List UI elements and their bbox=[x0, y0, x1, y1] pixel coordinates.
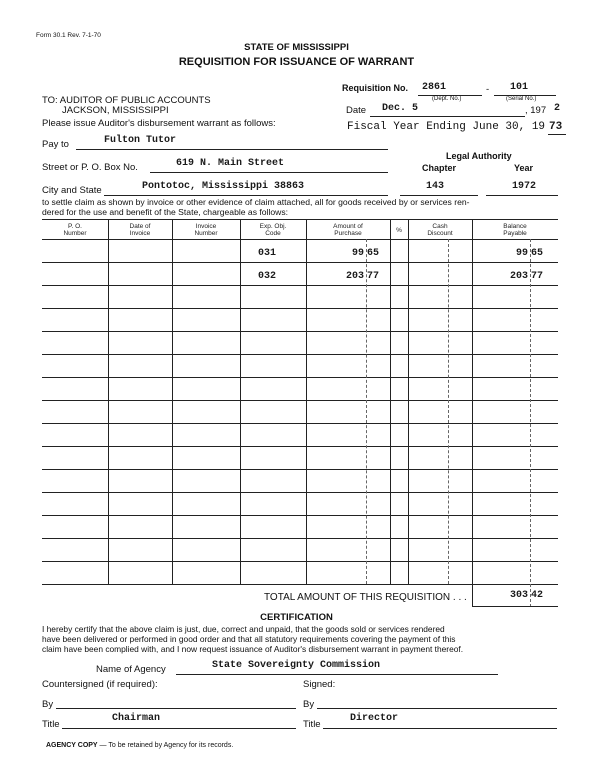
header-date bbox=[108, 223, 172, 237]
certification-heading: CERTIFICATION bbox=[260, 612, 333, 623]
chapter-line bbox=[400, 195, 478, 196]
header-date-line-2: Invoice bbox=[129, 230, 151, 237]
year-line bbox=[486, 195, 558, 196]
city-value: Pontotoc, Mississippi 38863 bbox=[142, 181, 305, 192]
footer-bold: AGENCY COPY bbox=[46, 742, 98, 749]
header-cash-line-2: Discount bbox=[427, 230, 453, 237]
date-year-prefix: , 197 bbox=[525, 105, 547, 116]
title-line-left bbox=[62, 728, 296, 729]
row-line bbox=[42, 446, 558, 447]
footer-note bbox=[46, 742, 233, 749]
header-po-line-2: Number bbox=[63, 230, 87, 237]
countersigned-label: Countersigned (if required): bbox=[42, 679, 158, 690]
title-label-left: Title bbox=[42, 719, 60, 730]
header-date-line-1: Date of bbox=[129, 223, 151, 230]
legal-authority-label: Legal Authority bbox=[446, 151, 512, 161]
pay-to-label: Pay to bbox=[42, 139, 69, 150]
city-label: City and State bbox=[42, 185, 102, 196]
year-value: 1972 bbox=[512, 181, 537, 192]
pay-to-value: Fulton Tutor bbox=[104, 135, 177, 146]
row-2-amount-cents: 77 bbox=[367, 271, 380, 282]
col-line bbox=[390, 219, 391, 584]
agency-label: Name of Agency bbox=[96, 664, 166, 675]
table-top-border bbox=[42, 219, 558, 220]
title-value-left: Chairman bbox=[112, 713, 161, 724]
row-2-balance-dollars: 203 bbox=[509, 271, 528, 282]
row-line bbox=[42, 515, 558, 516]
serial-no-caption: (Serial No.) bbox=[506, 96, 537, 102]
col-line bbox=[172, 219, 173, 584]
by-label-right: By bbox=[303, 699, 315, 710]
fiscal-line bbox=[548, 134, 566, 135]
fiscal-value: 73 bbox=[549, 121, 563, 133]
row-line bbox=[42, 423, 558, 424]
total-label: TOTAL AMOUNT OF THIS REQUISITION . . . bbox=[264, 592, 467, 603]
chapter-value: 143 bbox=[426, 181, 445, 192]
col-line bbox=[108, 219, 109, 584]
serial-no-value: 101 bbox=[510, 82, 529, 93]
header-po-line-1: P. O. bbox=[68, 223, 82, 230]
cents-divider bbox=[448, 239, 449, 584]
certification-line-1: I hereby certify that the above claim is just, due, correct and unpaid, that the goods sold or services rendered bbox=[42, 624, 445, 634]
header-balance bbox=[472, 223, 558, 237]
city-line bbox=[104, 195, 388, 196]
footer-rest: — To be retained by Agency for its records. bbox=[97, 742, 234, 749]
title-label-right: Title bbox=[303, 719, 321, 730]
row-line bbox=[42, 354, 558, 355]
row-1-amount-dollars: 99 bbox=[351, 248, 364, 259]
pay-to-line bbox=[76, 149, 388, 150]
title-line-right bbox=[323, 728, 557, 729]
row-2-balance-cents: 77 bbox=[531, 271, 544, 282]
row-line bbox=[42, 561, 558, 562]
settle-text-2: dered for the use and benefit of the State, chargeable as follows: bbox=[42, 207, 289, 217]
date-year-digit: 2 bbox=[554, 103, 561, 114]
row-line bbox=[42, 400, 558, 401]
header-amount-line-1: Amount of bbox=[333, 223, 363, 230]
header-cash-line-1: Cash bbox=[432, 223, 448, 230]
street-value: 619 N. Main Street bbox=[176, 158, 285, 169]
settle-text-1: to settle claim as shown by invoice or other evidence of claim attached, all for goods received by or services ren- bbox=[42, 197, 470, 207]
requisition-label: Requisition No. bbox=[342, 83, 408, 93]
title-value-right: Director bbox=[350, 713, 399, 724]
header-percent: % bbox=[396, 227, 402, 234]
row-1-balance-cents: 65 bbox=[531, 248, 544, 259]
row-1-code: 031 bbox=[258, 248, 277, 259]
state-heading: STATE OF MISSISSIPPI bbox=[244, 42, 349, 53]
dept-no-caption: (Dept. No.) bbox=[432, 96, 462, 102]
header-code bbox=[240, 223, 306, 237]
header-amount bbox=[306, 223, 390, 237]
row-1-balance-dollars: 99 bbox=[515, 248, 528, 259]
row-line bbox=[42, 492, 558, 493]
date-label: Date bbox=[346, 105, 367, 116]
to-line-1: TO: AUDITOR OF PUBLIC ACCOUNTS bbox=[42, 95, 211, 106]
row-line bbox=[42, 377, 558, 378]
requisition-dash: - bbox=[486, 84, 490, 95]
row-2-code: 032 bbox=[258, 271, 277, 282]
header-invoice-line-2: Number bbox=[194, 230, 218, 237]
header-invoice bbox=[172, 223, 240, 237]
col-line bbox=[306, 219, 307, 584]
certification-line-2: have been delivered or performed in good order and that all statutory requirements covering the payment of this bbox=[42, 634, 456, 644]
row-line bbox=[42, 308, 558, 309]
to-line-2: JACKSON, MISSISSIPPI bbox=[62, 105, 169, 116]
col-line bbox=[472, 219, 473, 607]
cents-divider bbox=[530, 239, 531, 607]
header-code-line-1: Exp. Obj. bbox=[259, 223, 287, 230]
col-line bbox=[240, 219, 241, 584]
header-balance-line-1: Balance bbox=[503, 223, 527, 230]
header-cash bbox=[408, 223, 472, 237]
form-title: REQUISITION FOR ISSUANCE OF WARRANT bbox=[178, 56, 415, 68]
by-line-left bbox=[56, 708, 296, 709]
cents-divider bbox=[366, 239, 367, 584]
by-line-right bbox=[317, 708, 557, 709]
header-invoice-line-1: Invoice bbox=[195, 223, 217, 230]
header-po bbox=[42, 223, 108, 237]
row-1-amount-cents: 65 bbox=[367, 248, 380, 259]
please-issue-text: Please issue Auditor's disbursement warrant as follows: bbox=[42, 118, 276, 129]
agency-line bbox=[176, 674, 498, 675]
form-id: Form 30.1 Rev. 7-1-70 bbox=[36, 32, 101, 39]
certification-line-3: claim have been complied with, and I now request issuance of Auditor's disbursement warrant in payment thereof. bbox=[42, 644, 464, 654]
date-value: Dec. 5 bbox=[382, 103, 419, 114]
fiscal-label: Fiscal Year Ending June 30, 19 bbox=[347, 121, 546, 133]
signed-label: Signed: bbox=[303, 679, 336, 690]
row-line bbox=[42, 331, 558, 332]
header-code-line-2: Code bbox=[265, 230, 281, 237]
chapter-label: Chapter bbox=[422, 163, 457, 173]
total-dollars: 303 bbox=[509, 590, 528, 601]
row-line bbox=[42, 262, 558, 263]
dept-no-value: 2861 bbox=[422, 82, 447, 93]
table-grid-bottom bbox=[42, 584, 558, 585]
row-line bbox=[42, 285, 558, 286]
header-amount-line-2: Purchase bbox=[334, 230, 362, 237]
row-line bbox=[42, 469, 558, 470]
by-label-left: By bbox=[42, 699, 54, 710]
street-line bbox=[150, 172, 388, 173]
street-label: Street or P. O. Box No. bbox=[42, 162, 138, 173]
col-line bbox=[408, 219, 409, 584]
table-header-border bbox=[42, 239, 558, 240]
date-line bbox=[370, 116, 525, 117]
total-cents: 42 bbox=[531, 590, 544, 601]
row-line bbox=[42, 538, 558, 539]
row-2-amount-dollars: 203 bbox=[345, 271, 364, 282]
header-balance-line-2: Payable bbox=[503, 230, 527, 237]
agency-value: State Sovereignty Commission bbox=[212, 660, 381, 671]
total-underline bbox=[472, 606, 558, 607]
year-label: Year bbox=[514, 163, 534, 173]
